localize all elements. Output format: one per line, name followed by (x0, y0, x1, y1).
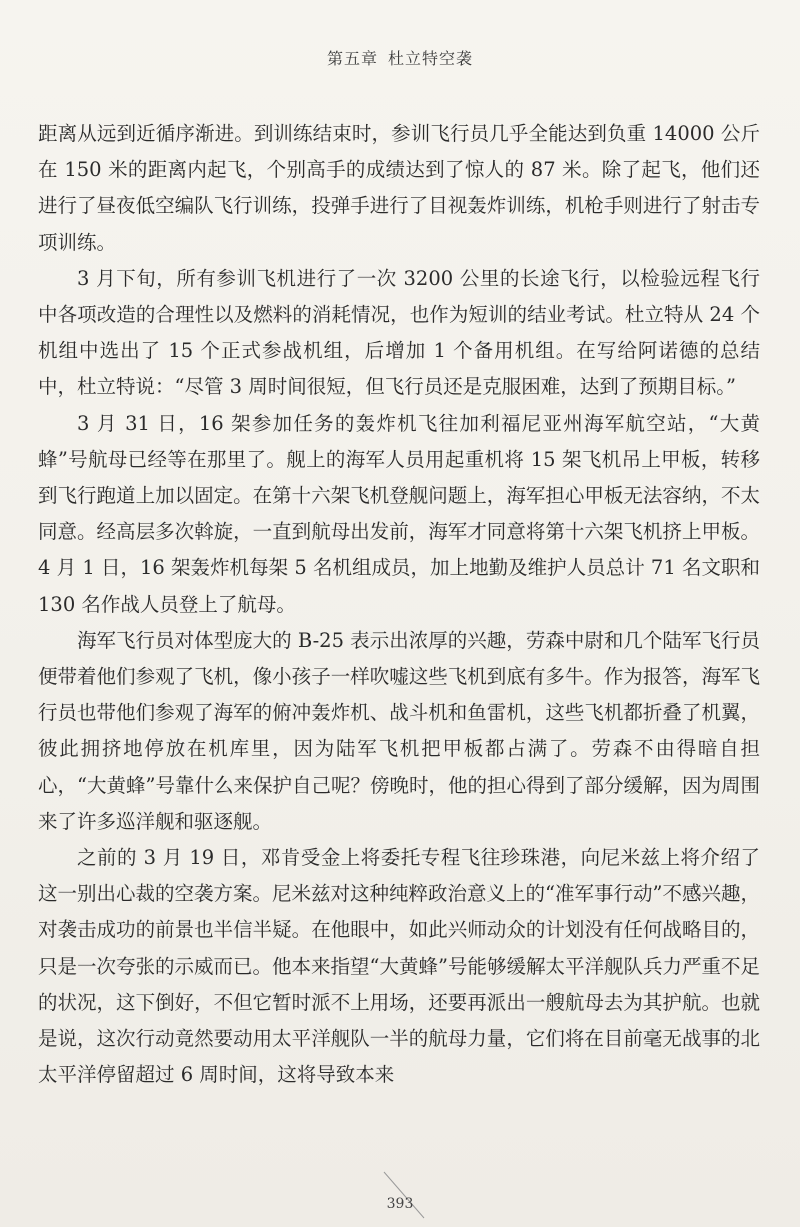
chapter-title: 杜立特空袭 (388, 49, 474, 68)
paragraph-1: 距离从远到近循序渐进。到训练结束时，参训飞行员几乎全能达到负重 14000 公斤在 150 米的距离内起飞，个别高手的成绩达到了惊人的 87 米。除了起飞，他们还进行了昼夜低空编队飞行训练，投弹手进行了目视轰炸训练，机枪手则进行了射击专项训练。 (38, 122, 760, 254)
running-head (0, 46, 800, 69)
paragraph-3: 3 月 31 日，16 架参加任务的轰炸机飞往加利福尼亚州海军航空站，“大黄蜂”号航母已经等在那里了。舰上的海军人员用起重机将 15 架飞机吊上甲板，转移到飞行跑道上加以固定。在第十六架飞机登舰问题上，海军担心甲板无法容纳，不太同意。经高层多次斡旋，一直到航母出发前，海军才同意将第十六架飞机挤上甲板。4 月 1 日，16 架轰炸机每架 5 名机组成员，加上地勤及维护人员总计 71 名文职和 130 名作战人员登上了航母。 (38, 411, 760, 616)
chapter-number: 第五章 (326, 49, 378, 68)
page-number: 393 (386, 1196, 414, 1212)
paragraph-4: 海军飞行员对体型庞大的 B-25 表示出浓厚的兴趣，劳森中尉和几个陆军飞行员便带着他们参观了飞机，像小孩子一样吹嘘这些飞机到底有多牛。作为报答，海军飞行员也带他们参观了海军的俯冲轰炸机、战斗机和鱼雷机，这些飞机都折叠了机翼，彼此拥挤地停放在机库里，因为陆军飞机把甲板都占满了。劳森不由得暗自担心，“大黄蜂”号靠什么来保护自己呢？傍晚时，他的担心得到了部分缓解，因为周围来了许多巡洋舰和驱逐舰。 (38, 628, 760, 833)
paragraph-2: 3 月下旬，所有参训飞机进行了一次 3200 公里的长途飞行，以检验远程飞行中各项改造的合理性以及燃料的消耗情况，也作为短训的结业考试。杜立特从 24 个机组中选出了 15 个正式参战机组，后增加 1 个备用机组。在写给阿诺德的总结中，杜立特说：“尽管 3 周时间很短，但飞行员还是克服困难，达到了预期目标。” (38, 266, 760, 399)
body-text (38, 116, 760, 1093)
paragraph-5: 之前的 3 月 19 日，邓肯受金上将委托专程飞往珍珠港，向尼米兹上将介绍了这一别出心裁的空袭方案。尼米兹对这种纯粹政治意义上的“准军事行动”不感兴趣，对袭击成功的前景也半信半疑。在他眼中，如此兴师动众的计划没有任何战略目的，只是一次夸张的示威而已。他本来指望“大黄蜂”号能够缓解太平洋舰队兵力严重不足的状况，这下倒好，不但它暂时派不上用场，还要再派出一艘航母去为其护航。也就是说，这次行动竟然要动用太平洋舰队一半的航母力量，它们将在目前毫无战事的北太平洋停留超过 6 周时间，这将导致本来 (38, 846, 760, 1087)
